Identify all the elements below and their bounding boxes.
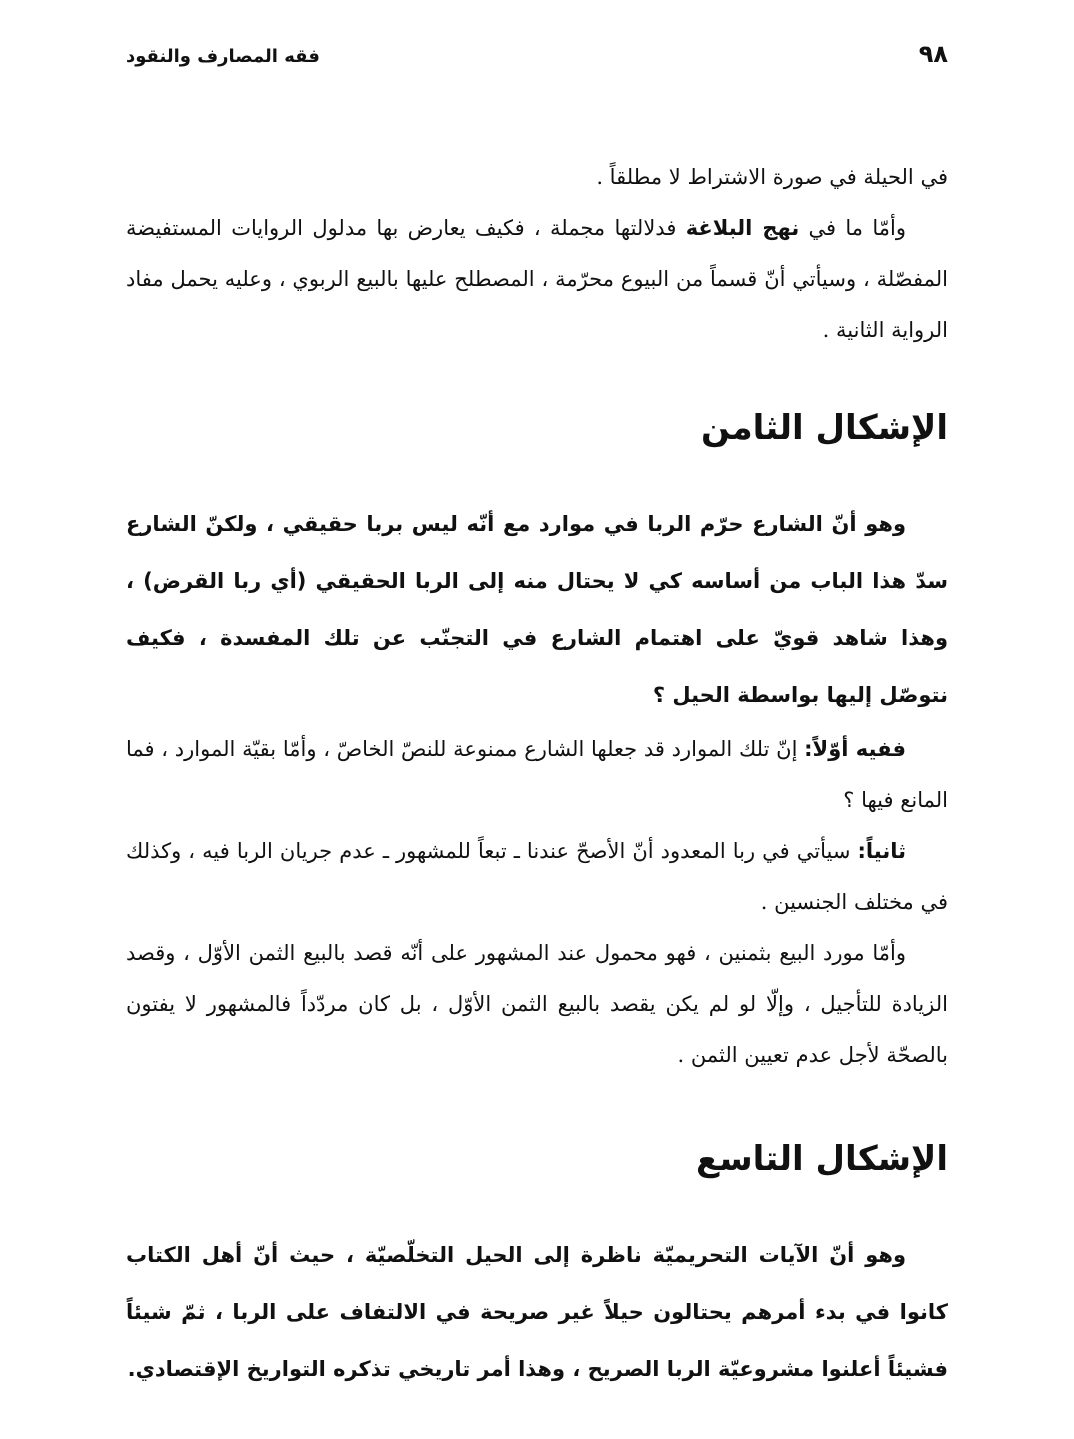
paragraph-nahj [126, 203, 948, 356]
heading-eighth-objection: الإشكال الثامن [701, 408, 948, 448]
reply-second-text: سيأتي في ربا المعدود أنّ الأصحّ عندنا ـ تبعاً للمشهور ـ عدم جريان الربا فيه ، وكذلك في مختلف الجنسين . [126, 839, 948, 914]
reply-first-text: إنّ تلك الموارد قد جعلها الشارع ممنوعة للنصّ الخاصّ ، وأمّا بقيّة الموارد ، فما المانع فيها ؟ [126, 737, 948, 812]
heading-ninth-objection: الإشكال التاسع [695, 1139, 948, 1179]
paragraph-two-prices-sale: وأمّا مورد البيع بثمنين ، فهو محمول عند المشهور على أنّه قصد بالبيع الثمن الأوّل ، وقصد الزيادة للتأجيل ، وإلّا لو لم يكن يقصد بالبيع الثمن الأوّل ، بل كان مردّداً فالمشهور لا يفتون بالصحّة لأجل عدم تعيين الثمن . [126, 941, 948, 1067]
reply-second [126, 826, 948, 928]
page-number: ٩٨ [918, 40, 948, 68]
nahj-al-balagha-title: نهج البلاغة [685, 216, 800, 240]
reply-second-label: ثانياً: [857, 839, 906, 863]
paragraph-nahj-before: وأمّا ما في [799, 216, 906, 240]
eighth-objection-statement: وهو أنّ الشارع حرّم الربا في موارد مع أنّه ليس بربا حقيقي ، ولكنّ الشارع سدّ هذا الباب من أساسه كي لا يحتال منه إلى الربا الحقيقي (أي ربا القرض) ، وهذا شاهد قويّ على اهتمام الشارع في التجنّب عن تلك المفسدة ، فكيف نتوصّل إليها بواسطة الحيل ؟ [126, 512, 948, 707]
paragraph-nahj-after: فدلالتها مجملة ، فكيف يعارض بها مدلول الروايات المستفيضة المفصّلة ، وسيأتي أنّ قسماً من البيوع محرّمة ، المصطلح عليها بالبيع الربوي ، وعليه يحمل مفاد الرواية الثانية . [126, 216, 948, 342]
book-title: فقه المصارف والنقود [126, 46, 320, 67]
reply-first-label: ففيه أوّلاً: [804, 737, 906, 761]
reply-first [126, 724, 948, 826]
running-head [126, 40, 948, 96]
ninth-objection-statement: وهو أنّ الآيات التحريميّة ناظرة إلى الحيل التخلّصيّة ، حيث أنّ أهل الكتاب كانوا في بدء أمرهم يحتالون حيلاً غير صريحة في الالتفاف على الربا ، ثمّ شيئاً فشيئاً أعلنوا مشروعيّة الربا الصريح ، وهذا أمر تاريخي تذكره التواريخ الإقتصادي. [126, 1243, 948, 1381]
paragraph-continuation: في الحيلة في صورة الاشتراط لا مطلقاً . [596, 165, 948, 189]
